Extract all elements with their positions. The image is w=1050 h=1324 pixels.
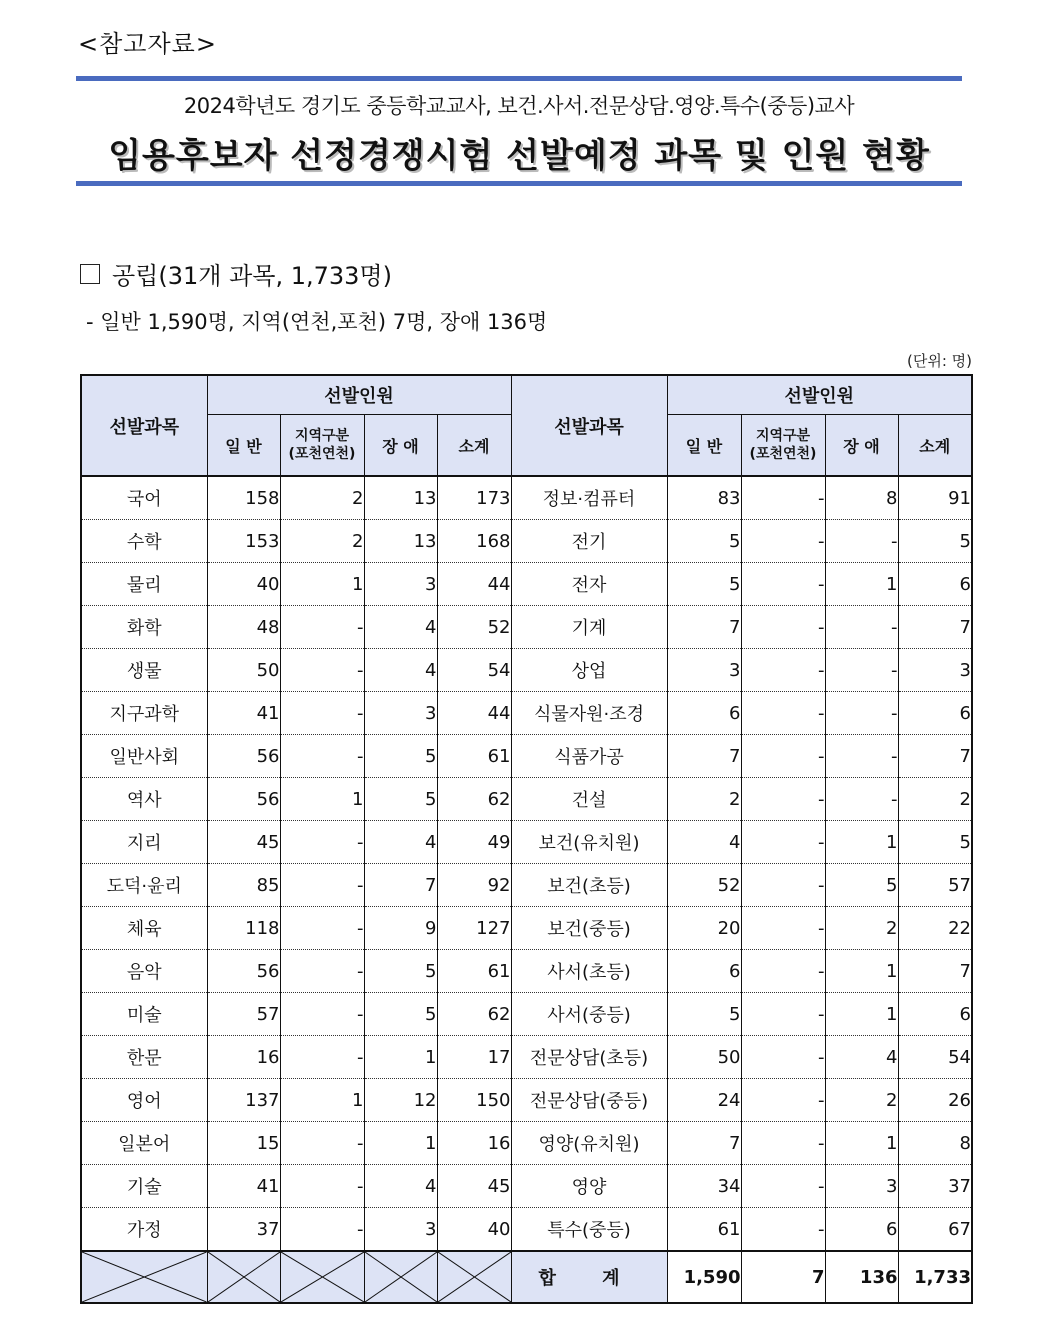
disabled-cell-right: 2 [825, 1079, 898, 1122]
subtotal-cell-right: 6 [898, 563, 972, 606]
region-cell-right: - [741, 692, 825, 735]
region-cell-right: - [741, 1208, 825, 1252]
subtotal-cell-right: 3 [898, 649, 972, 692]
region-cell-right: - [741, 1079, 825, 1122]
subtotal-cell-left: 54 [437, 649, 511, 692]
subtotal-cell-left: 173 [437, 476, 511, 520]
subtotal-cell-left: 52 [437, 606, 511, 649]
region-cell-left: 2 [280, 520, 364, 563]
subject-cell-left: 음악 [81, 950, 207, 993]
disabled-cell-left: 4 [364, 606, 437, 649]
region-cell-right: - [741, 520, 825, 563]
region-cell-right: - [741, 778, 825, 821]
general-cell-right: 4 [667, 821, 741, 864]
general-cell-left: 16 [207, 1036, 280, 1079]
general-cell-left: 137 [207, 1079, 280, 1122]
disabled-cell-right: - [825, 692, 898, 735]
subject-cell-right: 상업 [511, 649, 667, 692]
subtotal-cell-left: 62 [437, 993, 511, 1036]
subject-cell-right: 건설 [511, 778, 667, 821]
region-cell-right: - [741, 1165, 825, 1208]
general-cell-left: 57 [207, 993, 280, 1036]
general-cell-left: 56 [207, 778, 280, 821]
region-cell-left: 1 [280, 1079, 364, 1122]
general-cell-left: 48 [207, 606, 280, 649]
header-subject-left: 선발과목 [81, 375, 207, 476]
subtotal-cell-left: 92 [437, 864, 511, 907]
subject-cell-right: 사서(중등) [511, 993, 667, 1036]
empty-cell-x [81, 1251, 207, 1303]
subtotal-cell-left: 44 [437, 563, 511, 606]
region-cell-right: - [741, 864, 825, 907]
region-cell-right: - [741, 476, 825, 520]
subtotal-cell-right: 8 [898, 1122, 972, 1165]
header-group-right: 선발인원 [667, 375, 972, 415]
subject-cell-left: 물리 [81, 563, 207, 606]
recruitment-table [80, 374, 973, 1304]
title-box [76, 76, 962, 186]
subject-cell-right: 식물자원·조경 [511, 692, 667, 735]
document-title: 임용후보자 선정경쟁시험 선발예정 과목 및 인원 현황 [108, 136, 930, 176]
total-region: 7 [741, 1251, 825, 1303]
header-region-right: 지역구분 (포천연천) [741, 415, 825, 477]
general-cell-left: 45 [207, 821, 280, 864]
empty-cell-x [437, 1251, 511, 1303]
disabled-cell-left: 3 [364, 1208, 437, 1252]
subtotal-cell-left: 45 [437, 1165, 511, 1208]
region-cell-left: - [280, 1036, 364, 1079]
general-cell-right: 7 [667, 1122, 741, 1165]
reference-label: <참고자료> [78, 30, 217, 58]
subtotal-cell-left: 44 [437, 692, 511, 735]
subtotal-cell-left: 40 [437, 1208, 511, 1252]
general-cell-right: 34 [667, 1165, 741, 1208]
disabled-cell-right: 4 [825, 1036, 898, 1079]
region-cell-right: - [741, 606, 825, 649]
general-cell-right: 6 [667, 950, 741, 993]
region-cell-right: - [741, 1036, 825, 1079]
disabled-cell-left: 4 [364, 1165, 437, 1208]
subject-cell-left: 수학 [81, 520, 207, 563]
region-cell-right: - [741, 950, 825, 993]
subtotal-cell-left: 61 [437, 735, 511, 778]
subtotal-cell-right: 6 [898, 692, 972, 735]
subject-cell-left: 미술 [81, 993, 207, 1036]
subject-cell-left: 체육 [81, 907, 207, 950]
general-cell-left: 41 [207, 1165, 280, 1208]
subject-cell-left: 일본어 [81, 1122, 207, 1165]
region-cell-left: - [280, 821, 364, 864]
region-cell-left: - [280, 907, 364, 950]
disabled-cell-left: 13 [364, 476, 437, 520]
general-cell-right: 5 [667, 520, 741, 563]
general-cell-left: 41 [207, 692, 280, 735]
subtotal-cell-right: 5 [898, 520, 972, 563]
table-row [81, 692, 972, 735]
table-row [81, 563, 972, 606]
disabled-cell-right: 1 [825, 821, 898, 864]
region-cell-left: - [280, 692, 364, 735]
subject-cell-left: 역사 [81, 778, 207, 821]
general-cell-right: 2 [667, 778, 741, 821]
region-cell-left: - [280, 950, 364, 993]
subject-cell-right: 전자 [511, 563, 667, 606]
table-row [81, 735, 972, 778]
general-cell-left: 40 [207, 563, 280, 606]
subtotal-cell-left: 150 [437, 1079, 511, 1122]
subject-cell-right: 전문상담(중등) [511, 1079, 667, 1122]
table-body [81, 476, 972, 1303]
subject-cell-left: 도덕·윤리 [81, 864, 207, 907]
header-group-left: 선발인원 [207, 375, 511, 415]
subject-cell-left: 생물 [81, 649, 207, 692]
disabled-cell-left: 5 [364, 778, 437, 821]
general-cell-left: 118 [207, 907, 280, 950]
header-disabled-right: 장 애 [825, 415, 898, 477]
general-cell-right: 50 [667, 1036, 741, 1079]
table-row [81, 1079, 972, 1122]
subject-cell-right: 식품가공 [511, 735, 667, 778]
region-cell-left: - [280, 649, 364, 692]
table-row [81, 476, 972, 520]
subject-cell-left: 화학 [81, 606, 207, 649]
header-general-left: 일 반 [207, 415, 280, 477]
table-row [81, 649, 972, 692]
subject-cell-left: 국어 [81, 476, 207, 520]
subtotal-cell-left: 61 [437, 950, 511, 993]
general-cell-right: 7 [667, 606, 741, 649]
subject-cell-right: 영양(유치원) [511, 1122, 667, 1165]
header-disabled-left: 장 애 [364, 415, 437, 477]
subtotal-cell-right: 26 [898, 1079, 972, 1122]
header-general-right: 일 반 [667, 415, 741, 477]
subtotal-cell-left: 16 [437, 1122, 511, 1165]
region-cell-right: - [741, 563, 825, 606]
table-row [81, 606, 972, 649]
table-row [81, 864, 972, 907]
disabled-cell-left: 3 [364, 563, 437, 606]
region-cell-right: - [741, 907, 825, 950]
subtotal-cell-left: 17 [437, 1036, 511, 1079]
region-cell-left: - [280, 1165, 364, 1208]
subtotal-cell-right: 5 [898, 821, 972, 864]
subtotal-cell-right: 54 [898, 1036, 972, 1079]
region-cell-right: - [741, 821, 825, 864]
disabled-cell-right: - [825, 649, 898, 692]
general-cell-left: 153 [207, 520, 280, 563]
general-cell-left: 50 [207, 649, 280, 692]
disabled-cell-right: 6 [825, 1208, 898, 1252]
subtotal-cell-right: 7 [898, 735, 972, 778]
title-rule-top [76, 76, 962, 81]
empty-cell-x [364, 1251, 437, 1303]
general-cell-right: 20 [667, 907, 741, 950]
disabled-cell-right: 8 [825, 476, 898, 520]
general-cell-right: 5 [667, 563, 741, 606]
subtotal-cell-right: 91 [898, 476, 972, 520]
subject-cell-right: 보건(유치원) [511, 821, 667, 864]
table-row [81, 993, 972, 1036]
unit-label: (단위: 명) [907, 352, 972, 370]
table-row [81, 778, 972, 821]
subject-cell-right: 전문상담(초등) [511, 1036, 667, 1079]
subject-cell-right: 사서(초등) [511, 950, 667, 993]
section-heading [80, 256, 392, 291]
subject-cell-left: 일반사회 [81, 735, 207, 778]
total-disabled: 136 [825, 1251, 898, 1303]
subtotal-cell-left: 49 [437, 821, 511, 864]
table-row [81, 1208, 972, 1252]
table-row [81, 1036, 972, 1079]
section-detail: - 일반 1,590명, 지역(연천,포천) 7명, 장애 136명 [86, 310, 548, 334]
region-cell-left: - [280, 1208, 364, 1252]
general-cell-left: 37 [207, 1208, 280, 1252]
table-row [81, 821, 972, 864]
general-cell-left: 158 [207, 476, 280, 520]
disabled-cell-left: 7 [364, 864, 437, 907]
subtotal-cell-right: 22 [898, 907, 972, 950]
table-row [81, 950, 972, 993]
subject-cell-right: 특수(중등) [511, 1208, 667, 1252]
disabled-cell-right: - [825, 606, 898, 649]
subtotal-cell-right: 2 [898, 778, 972, 821]
subtotal-cell-right: 67 [898, 1208, 972, 1252]
disabled-cell-right: 1 [825, 1122, 898, 1165]
disabled-cell-right: 2 [825, 907, 898, 950]
empty-cell-x [207, 1251, 280, 1303]
disabled-cell-right: 3 [825, 1165, 898, 1208]
general-cell-left: 56 [207, 735, 280, 778]
region-cell-right: - [741, 649, 825, 692]
disabled-cell-left: 9 [364, 907, 437, 950]
disabled-cell-left: 5 [364, 735, 437, 778]
subject-cell-right: 영양 [511, 1165, 667, 1208]
subtotal-cell-right: 57 [898, 864, 972, 907]
total-general: 1,590 [667, 1251, 741, 1303]
region-cell-left: 2 [280, 476, 364, 520]
subtotal-cell-right: 37 [898, 1165, 972, 1208]
general-cell-right: 7 [667, 735, 741, 778]
subtotal-cell-right: 7 [898, 606, 972, 649]
general-cell-right: 83 [667, 476, 741, 520]
subject-cell-right: 보건(초등) [511, 864, 667, 907]
disabled-cell-left: 5 [364, 993, 437, 1036]
total-subtotal: 1,733 [898, 1251, 972, 1303]
disabled-cell-right: - [825, 520, 898, 563]
general-cell-right: 5 [667, 993, 741, 1036]
disabled-cell-left: 5 [364, 950, 437, 993]
region-cell-left: 1 [280, 778, 364, 821]
header-subject-right: 선발과목 [511, 375, 667, 476]
general-cell-right: 24 [667, 1079, 741, 1122]
disabled-cell-left: 4 [364, 649, 437, 692]
subtotal-cell-left: 62 [437, 778, 511, 821]
disabled-cell-left: 3 [364, 692, 437, 735]
general-cell-right: 3 [667, 649, 741, 692]
subtotal-cell-left: 127 [437, 907, 511, 950]
disabled-cell-left: 4 [364, 821, 437, 864]
table-row [81, 1165, 972, 1208]
subtotal-cell-right: 6 [898, 993, 972, 1036]
general-cell-right: 6 [667, 692, 741, 735]
disabled-cell-left: 13 [364, 520, 437, 563]
disabled-cell-right: 1 [825, 993, 898, 1036]
subject-cell-left: 가정 [81, 1208, 207, 1252]
subtotal-cell-right: 7 [898, 950, 972, 993]
disabled-cell-right: - [825, 778, 898, 821]
region-cell-left: - [280, 1122, 364, 1165]
empty-cell-x [280, 1251, 364, 1303]
subtotal-cell-left: 168 [437, 520, 511, 563]
subject-cell-left: 지리 [81, 821, 207, 864]
total-row [81, 1251, 972, 1303]
subject-cell-left: 지구과학 [81, 692, 207, 735]
table-row [81, 1122, 972, 1165]
disabled-cell-left: 1 [364, 1036, 437, 1079]
region-cell-right: - [741, 735, 825, 778]
general-cell-left: 15 [207, 1122, 280, 1165]
region-cell-left: - [280, 735, 364, 778]
subject-cell-left: 기술 [81, 1165, 207, 1208]
title-rule-bottom [76, 181, 962, 186]
region-cell-left: - [280, 864, 364, 907]
header-region-left: 지역구분 (포천연천) [280, 415, 364, 477]
subject-cell-left: 영어 [81, 1079, 207, 1122]
general-cell-right: 61 [667, 1208, 741, 1252]
disabled-cell-right: 1 [825, 563, 898, 606]
disabled-cell-left: 12 [364, 1079, 437, 1122]
subject-cell-right: 보건(중등) [511, 907, 667, 950]
header-subtotal-right: 소계 [898, 415, 972, 477]
region-cell-right: - [741, 1122, 825, 1165]
disabled-cell-right: 1 [825, 950, 898, 993]
disabled-cell-left: 1 [364, 1122, 437, 1165]
header-subtotal-left: 소계 [437, 415, 511, 477]
general-cell-left: 85 [207, 864, 280, 907]
region-cell-left: - [280, 993, 364, 1036]
subject-cell-right: 전기 [511, 520, 667, 563]
general-cell-left: 56 [207, 950, 280, 993]
region-cell-left: - [280, 606, 364, 649]
document-subtitle: 2024학년도 경기도 중등학교교사, 보건.사서.전문상담.영양.특수(중등)교사 [183, 94, 855, 118]
region-cell-left: 1 [280, 563, 364, 606]
region-cell-right: - [741, 993, 825, 1036]
table-row [81, 907, 972, 950]
subject-cell-right: 정보·컴퓨터 [511, 476, 667, 520]
checkbox-icon [80, 264, 100, 284]
subject-cell-right: 기계 [511, 606, 667, 649]
disabled-cell-right: 5 [825, 864, 898, 907]
table-row [81, 520, 972, 563]
table-header [81, 375, 972, 476]
general-cell-right: 52 [667, 864, 741, 907]
disabled-cell-right: - [825, 735, 898, 778]
subject-cell-left: 한문 [81, 1036, 207, 1079]
section-heading-text: 공립(31개 과목, 1,733명) [112, 262, 392, 290]
total-label: 합 계 [511, 1251, 667, 1303]
